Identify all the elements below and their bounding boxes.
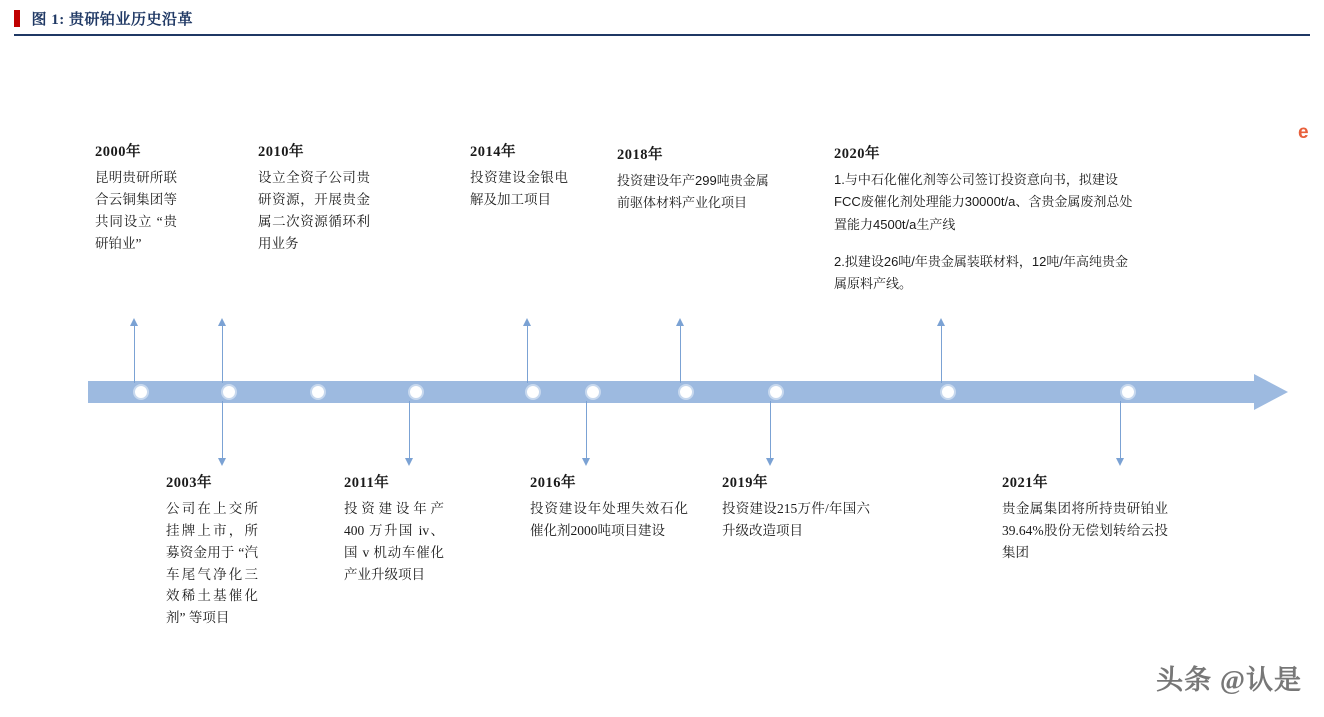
event-year: 2018年 (617, 147, 663, 163)
timeline-node-2020[interactable] (940, 384, 956, 400)
timeline-node-2016[interactable] (585, 384, 601, 400)
timeline-node-2011[interactable] (408, 384, 424, 400)
connector-down-2016 (586, 401, 587, 459)
event-year: 2019年 (722, 475, 768, 491)
arrow-head-icon (582, 458, 590, 466)
event-year: 2000年 (95, 144, 141, 160)
event-description: 投资建设年处理失效石化催化剂2000吨项目建设 (530, 501, 688, 538)
timeline-node-2019[interactable] (768, 384, 784, 400)
timeline-node-2000[interactable] (133, 384, 149, 400)
event-description: 公司在上交所挂牌上市，所募资金用于 “汽车尾气净化三效稀土基催化剂” 等项目 (166, 501, 258, 626)
figure-header (14, 8, 1310, 36)
connector-up-2014 (527, 325, 528, 383)
event-description (834, 169, 1136, 296)
arrow-head-icon (405, 458, 413, 466)
timeline-node-2014[interactable] (525, 384, 541, 400)
event-description: 投资建设年产 400 万升国 iv、国 v 机动车催化产业升级项目 (344, 501, 444, 582)
event-year: 2003年 (166, 475, 212, 491)
arrow-head-icon (1116, 458, 1124, 466)
event-paragraph-1: 1.与中石化催化剂等公司签订投资意向书，拟建设FCC废催化剂处理能力30000t/a、含贵金属废剂总处置能力4500t/a生产线 (834, 172, 1133, 232)
event-description: 贵金属集团将所持贵研铂业39.64%股份无偿划转给云投集团 (1002, 501, 1168, 560)
arrow-head-icon (937, 318, 945, 326)
timeline-axis (88, 381, 1288, 403)
arrow-head-icon (676, 318, 684, 326)
arrow-head-icon (523, 318, 531, 326)
connector-up-2018 (680, 325, 681, 383)
event-2010[interactable] (258, 140, 370, 254)
event-description: 投资建设215万件/年国六升级改造项目 (722, 501, 870, 538)
connector-down-2019 (770, 401, 771, 459)
timeline-bar (88, 381, 1256, 403)
event-year: 2021年 (1002, 475, 1048, 491)
page-title: 图 1: 贵研铂业历史沿革 (31, 12, 193, 28)
event-2000[interactable] (95, 140, 177, 254)
event-2018[interactable] (617, 143, 769, 215)
event-description: 投资建设年产299吨贵金属前驱体材料产业化项目 (617, 173, 769, 211)
event-2021[interactable] (1002, 471, 1168, 564)
event-2014[interactable] (470, 140, 568, 211)
corner-glyph: e (1298, 122, 1309, 143)
connector-down-2021 (1120, 401, 1121, 459)
event-year: 2020年 (834, 146, 880, 162)
event-year: 2011年 (344, 475, 390, 491)
arrow-head-icon (766, 458, 774, 466)
connector-down-2003 (222, 401, 223, 459)
timeline-arrow-icon (1254, 374, 1288, 410)
event-description: 投资建设金银电解及加工项目 (470, 170, 568, 207)
event-2003[interactable] (166, 471, 258, 629)
timeline-node-2003[interactable] (221, 384, 237, 400)
arrow-head-icon (218, 458, 226, 466)
timeline-node-2018[interactable] (678, 384, 694, 400)
watermark-corner-icon (1298, 122, 1324, 144)
arrow-head-icon (130, 318, 138, 326)
event-year: 2014年 (470, 144, 516, 160)
event-2011[interactable] (344, 471, 444, 585)
red-accent-bar (14, 10, 20, 27)
connector-up-2020 (941, 325, 942, 383)
event-2019[interactable] (722, 471, 870, 542)
event-2020[interactable] (834, 142, 1136, 296)
event-2016[interactable] (530, 471, 688, 542)
event-year: 2010年 (258, 144, 304, 160)
event-paragraph-2: 2.拟建设26吨/年贵金属装联材料，12吨/年高纯贵金属原料产线。 (834, 254, 1128, 292)
event-description: 设立全资子公司贵研资源，开展贵金属二次资源循环利用业务 (258, 170, 370, 251)
watermark-toutiao: 头条 @认是 (1156, 665, 1302, 695)
event-description: 昆明贵研所联合云铜集团等共同设立 “贵研铂业” (95, 170, 177, 251)
connector-up-2010 (222, 325, 223, 383)
timeline-node-2021[interactable] (1120, 384, 1136, 400)
timeline-node-2010[interactable] (310, 384, 326, 400)
connector-down-2011 (409, 401, 410, 459)
connector-up-2000 (134, 325, 135, 383)
event-year: 2016年 (530, 475, 576, 491)
arrow-head-icon (218, 318, 226, 326)
